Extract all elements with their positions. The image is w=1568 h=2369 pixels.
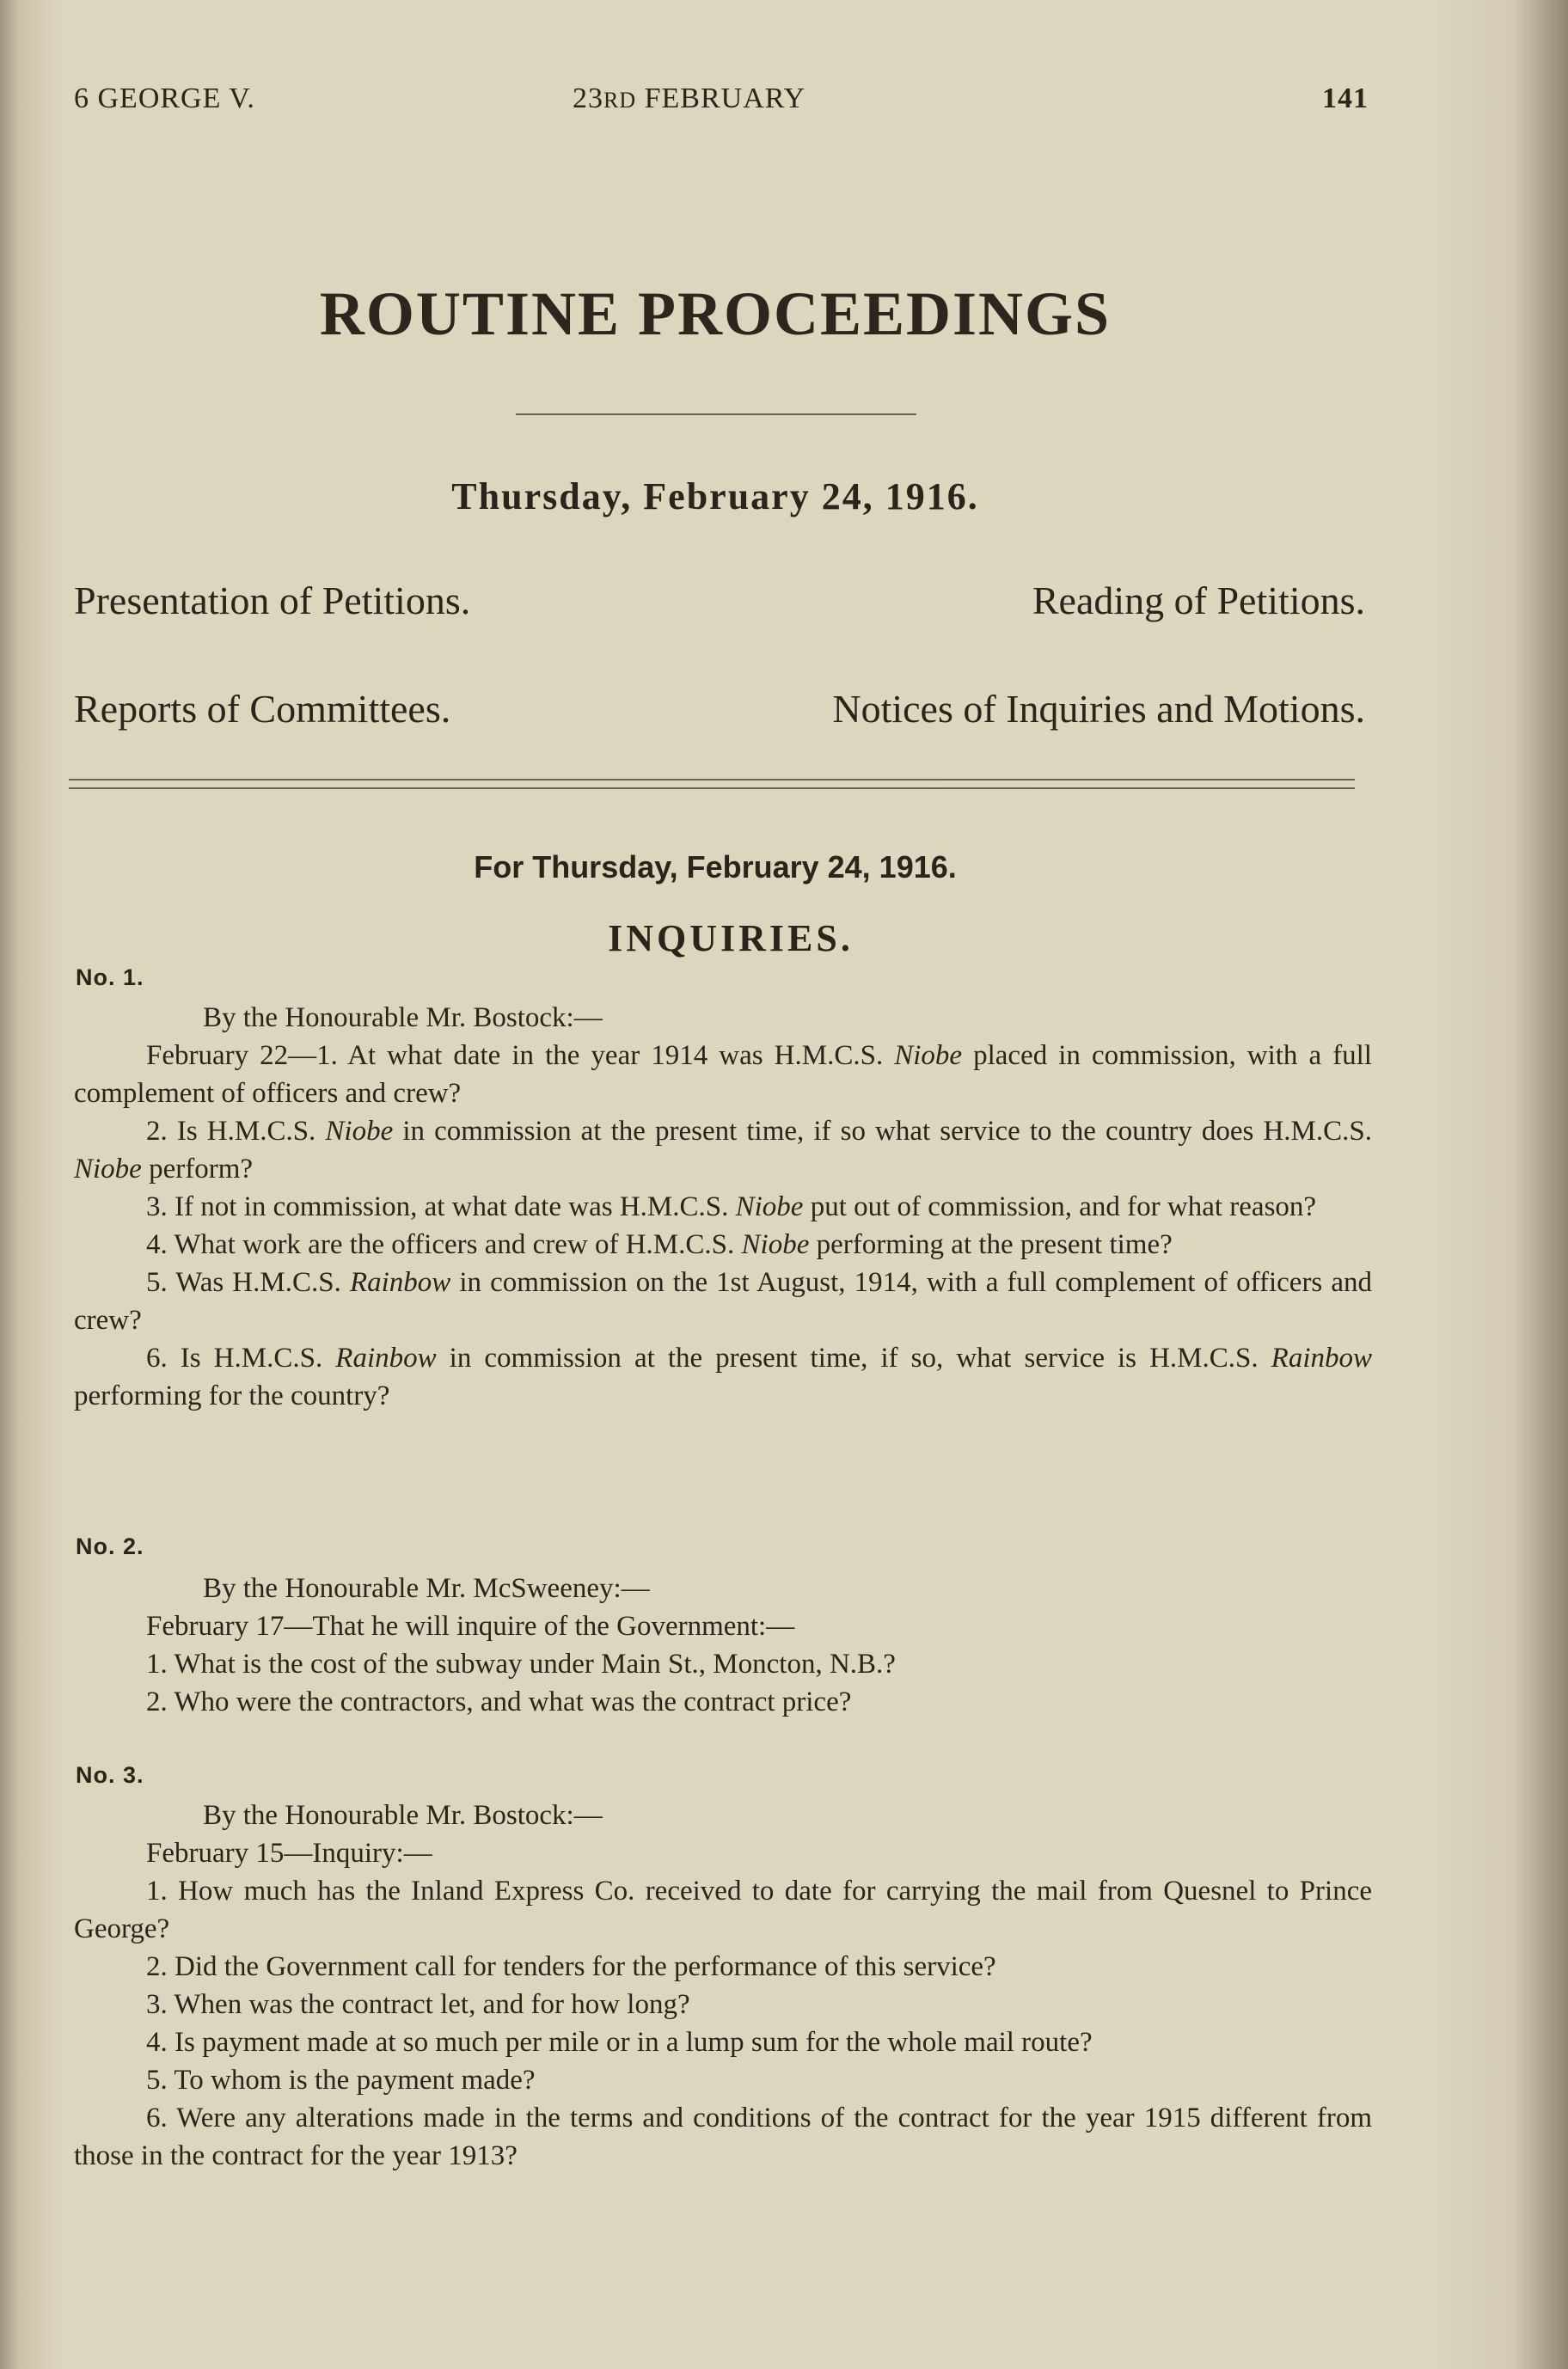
inquiry-question: February 15—Inquiry:— (146, 1838, 432, 1869)
running-header-date (573, 83, 805, 115)
inquiry-question: 2. Did the Government call for tenders for the performance of this service? (146, 1951, 996, 1982)
date-heading: Thursday, February 24, 1916. (451, 475, 979, 517)
ship-name: Niobe (741, 1229, 810, 1260)
inquiry-question: 4. Is payment made at so much per mile or in a lump sum for the whole mail route? (146, 2027, 1093, 2058)
ship-name: Niobe (74, 1154, 142, 1184)
inquiry-2 (74, 1570, 1372, 1721)
routine-item-reports: Reports of Committees. (74, 687, 451, 731)
ship-name: Rainbow (1271, 1343, 1373, 1374)
routine-item-presentation: Presentation of Petitions. (74, 578, 471, 622)
header-month: FEBRUARY (636, 83, 806, 114)
inquiry-number: No. 3. (76, 1762, 144, 1788)
inquiry-question: 3. When was the contract let, and for how long? (146, 1989, 690, 2020)
inquiry-by-line: By the Honourable Mr. Bostock:— (203, 1800, 603, 1831)
header-ordinal: RD (603, 88, 637, 113)
title-rule (516, 413, 916, 415)
inquiry-question: 1. How much has the Inland Express Co. received to date for carrying the mail from Quesnel to Prince George? (74, 1876, 1372, 1944)
inquiry-number: No. 1. (76, 964, 144, 990)
for-date-line: For Thursday, February 24, 1916. (474, 849, 957, 885)
inquiry-question: 2. Who were the contractors, and what was the contract price? (146, 1686, 852, 1717)
ship-name: Rainbow (335, 1343, 437, 1374)
ship-name: Niobe (894, 1040, 963, 1071)
inquiry-question: 3. If not in commission, at what date was H.M.C.S. Niobe put out of commission, and for what reason? (146, 1191, 1317, 1222)
inquiry-by-line: By the Honourable Mr. Bostock:— (203, 1002, 603, 1033)
inquiry-question: February 22—1. At what date in the year 1914 was H.M.C.S. Niobe placed in commission, with a full complement of officers and crew? (74, 1040, 1372, 1109)
inquiry-question: 5. To whom is the payment made? (146, 2065, 536, 2096)
page-number: 141 (1322, 83, 1369, 114)
inquiry-question: 6. Were any alterations made in the terms and conditions of the contract for the year 1915 different from those in the contract for the year 1913? (74, 2103, 1372, 2171)
running-header-left: 6 GEORGE V. (74, 83, 255, 114)
routine-item-notices: Notices of Inquiries and Motions. (832, 687, 1365, 731)
inquiry-number: No. 2. (76, 1533, 144, 1559)
header-day: 23 (573, 83, 603, 114)
inquiry-question: 5. Was H.M.C.S. Rainbow in commission on the 1st August, 1914, with a full complement of officers and crew? (74, 1267, 1373, 1336)
page-title: ROUTINE PROCEEDINGS (319, 279, 1112, 348)
inquiry-question: 6. Is H.M.C.S. Rainbow in commission at the present time, if so, what service is H.M.C.S. Rainbow performing for the country? (74, 1343, 1373, 1411)
inquiry-question: 2. Is H.M.C.S. Niobe in commission at the present time, if so what service to the country does H.M.C.S. Niobe perform? (74, 1116, 1373, 1184)
inquiry-3 (74, 1797, 1372, 2175)
ship-name: Niobe (735, 1191, 804, 1222)
inquiry-question: 4. What work are the officers and crew of H.M.C.S. Niobe performing at the present time? (146, 1229, 1173, 1260)
inquiry-by-line: By the Honourable Mr. McSweeney:— (203, 1573, 650, 1604)
ship-name: Rainbow (349, 1267, 451, 1298)
inquiry-1 (74, 999, 1372, 1415)
inquiry-question: February 17—That he will inquire of the Government:— (146, 1611, 795, 1642)
inquiry-question: 1. What is the cost of the subway under Main St., Moncton, N.B.? (146, 1649, 896, 1680)
section-double-rule (69, 779, 1355, 789)
ship-name: Niobe (325, 1116, 394, 1147)
routine-item-reading: Reading of Petitions. (1032, 578, 1365, 622)
section-title: INQUIRIES. (608, 917, 854, 959)
